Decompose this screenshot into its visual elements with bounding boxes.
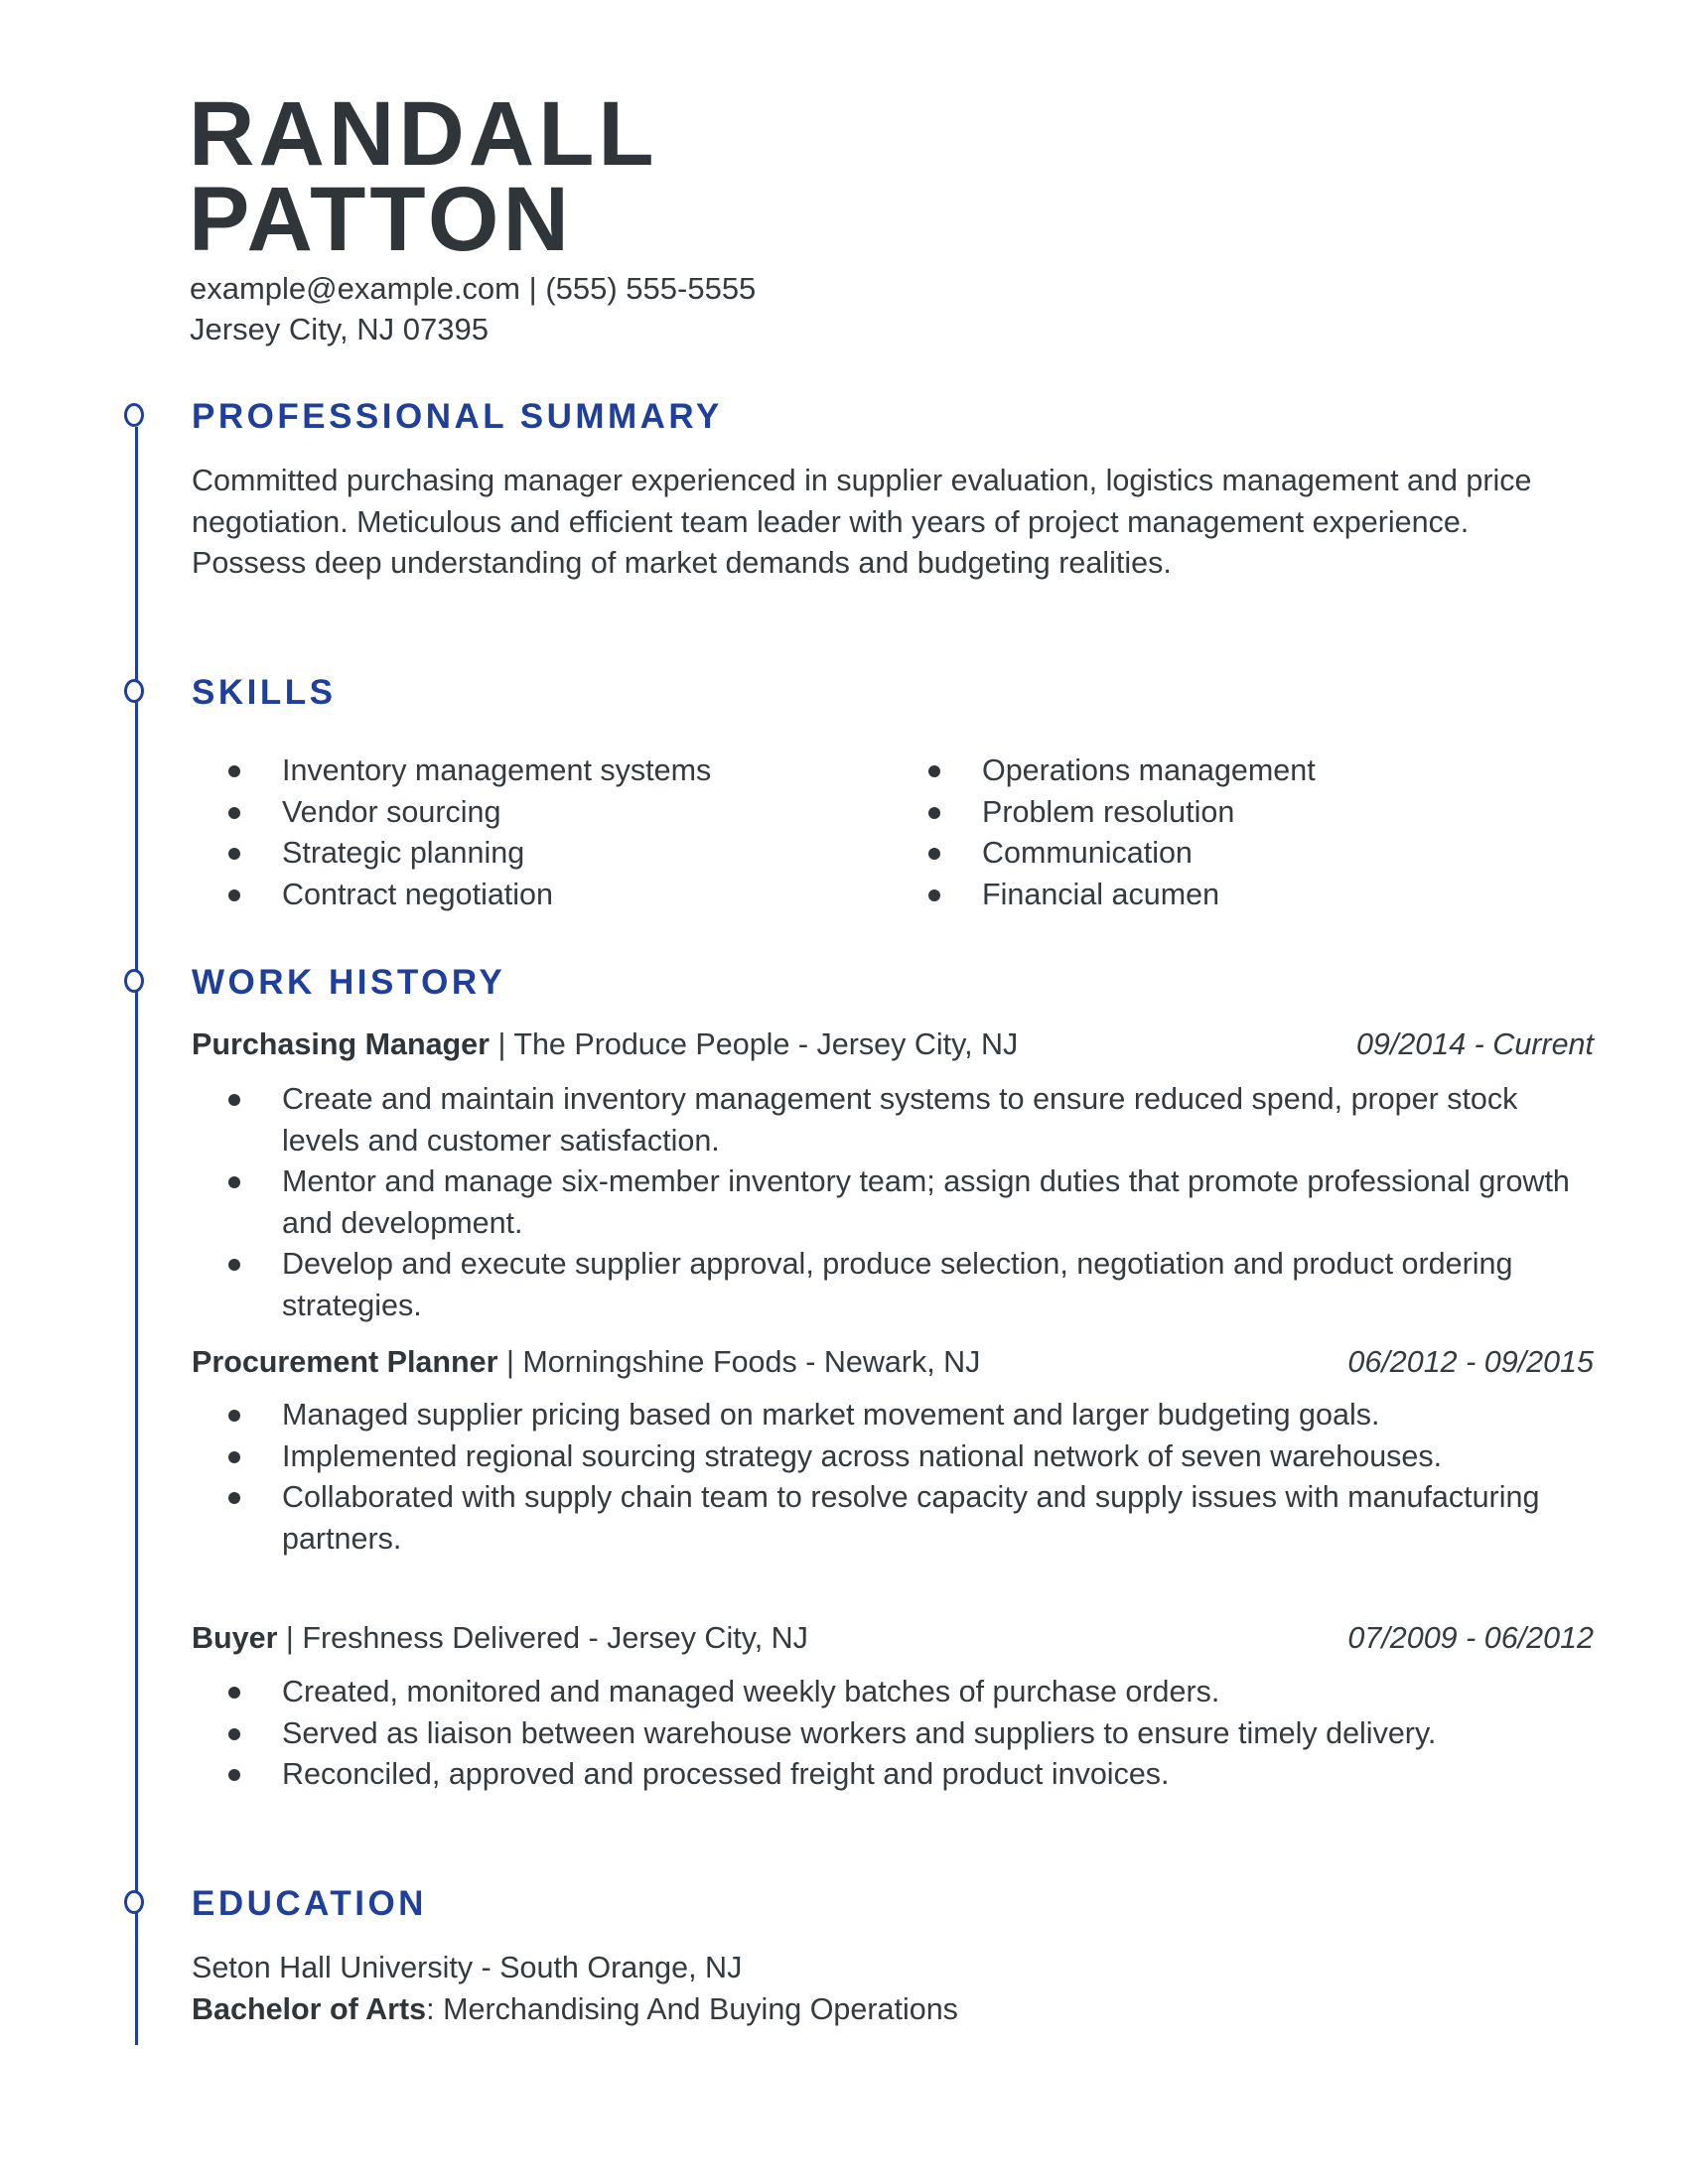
degree-separator: : bbox=[426, 1991, 444, 2026]
skills-heading: SKILLS bbox=[192, 673, 337, 712]
timeline-node-icon bbox=[124, 969, 144, 993]
summary-text: Committed purchasing manager experienced in supplier evaluation, logistics management and price negotiation. Meticulous and efficient team leader with years of project management experience. Possess deep understanding of market demands and budgeting realities. bbox=[192, 464, 1532, 580]
phone: (555) 555-5555 bbox=[545, 271, 757, 306]
skill-item: Financial acumen bbox=[892, 875, 1592, 916]
job-bullet: Collaborated with supply chain team to resolve capacity and supply issues with manufacturing partners. bbox=[192, 1477, 1602, 1560]
job-separator: | bbox=[490, 1027, 514, 1061]
job-separator: | bbox=[497, 1345, 523, 1379]
job-bullets bbox=[192, 1672, 1602, 1796]
school: Seton Hall University - South Orange, NJ bbox=[192, 1951, 743, 1984]
job-title: Procurement Planner bbox=[192, 1345, 498, 1379]
job-header bbox=[192, 1618, 1594, 1659]
contact-separator: | bbox=[528, 271, 537, 306]
skill-item: Communication bbox=[892, 833, 1592, 875]
job-bullet: Implemented regional sourcing strategy across national network of seven warehouses. bbox=[192, 1436, 1602, 1478]
skill-item: Inventory management systems bbox=[192, 751, 892, 792]
job-company: The Produce People - Jersey City, NJ bbox=[513, 1027, 1019, 1061]
job-bullet: Managed supplier pricing based on market movement and larger budgeting goals. bbox=[192, 1395, 1602, 1436]
summary-heading: PROFESSIONAL SUMMARY bbox=[192, 397, 723, 436]
work-history-heading: WORK HISTORY bbox=[192, 963, 506, 1002]
skill-item: Strategic planning bbox=[192, 833, 892, 875]
job-title: Purchasing Manager bbox=[192, 1027, 490, 1061]
timeline-line bbox=[135, 427, 138, 2045]
skills-list bbox=[192, 751, 1602, 915]
job-bullets bbox=[192, 1395, 1602, 1560]
job-dates: 07/2009 - 06/2012 bbox=[1347, 1621, 1594, 1655]
job-dates: 09/2014 - Current bbox=[1355, 1027, 1594, 1061]
skills-column-right bbox=[892, 751, 1592, 915]
job-bullet: Mentor and manage six-member inventory team; assign duties that promote professional growth and development. bbox=[192, 1161, 1602, 1244]
first-name: RANDALL bbox=[189, 83, 658, 185]
education-heading: EDUCATION bbox=[192, 1884, 427, 1923]
timeline-node-icon bbox=[124, 403, 144, 427]
field-of-study: Merchandising And Buying Operations bbox=[443, 1991, 958, 2026]
job-bullet: Develop and execute supplier approval, produce selection, negotiation and product ordering strategies. bbox=[192, 1244, 1602, 1326]
job-company: Freshness Delivered - Jersey City, NJ bbox=[302, 1621, 808, 1655]
email[interactable]: example@example.com bbox=[190, 271, 520, 306]
contact-info bbox=[190, 268, 756, 349]
skill-item: Problem resolution bbox=[892, 792, 1592, 834]
job-bullet: Reconciled, approved and processed freight and product invoices. bbox=[192, 1754, 1602, 1796]
job-bullet: Created, monitored and managed weekly batches of purchase orders. bbox=[192, 1672, 1602, 1713]
education-details bbox=[192, 1948, 1582, 2030]
job-separator: | bbox=[277, 1621, 303, 1655]
job-title: Buyer bbox=[192, 1621, 278, 1655]
skills-column-left bbox=[192, 751, 892, 915]
skill-item: Operations management bbox=[892, 751, 1592, 792]
skill-item: Contract negotiation bbox=[192, 875, 892, 916]
location: Jersey City, NJ 07395 bbox=[190, 312, 489, 346]
job-bullets bbox=[192, 1079, 1602, 1326]
job-company: Morningshine Foods - Newark, NJ bbox=[522, 1345, 981, 1379]
timeline-node-icon bbox=[124, 1890, 144, 1914]
job-header bbox=[192, 1024, 1594, 1065]
job-header bbox=[192, 1342, 1594, 1383]
degree: Bachelor of Arts bbox=[192, 1991, 427, 2026]
job-bullet: Create and maintain inventory management systems to ensure reduced spend, proper stock levels and customer satisfaction. bbox=[192, 1079, 1602, 1161]
skill-item: Vendor sourcing bbox=[192, 792, 892, 834]
job-dates: 06/2012 - 09/2015 bbox=[1347, 1345, 1594, 1379]
timeline-node-icon bbox=[124, 679, 144, 703]
last-name: PATTON bbox=[189, 169, 573, 270]
job-bullet: Served as liaison between warehouse workers and suppliers to ensure timely delivery. bbox=[192, 1713, 1602, 1755]
candidate-name bbox=[189, 83, 658, 270]
